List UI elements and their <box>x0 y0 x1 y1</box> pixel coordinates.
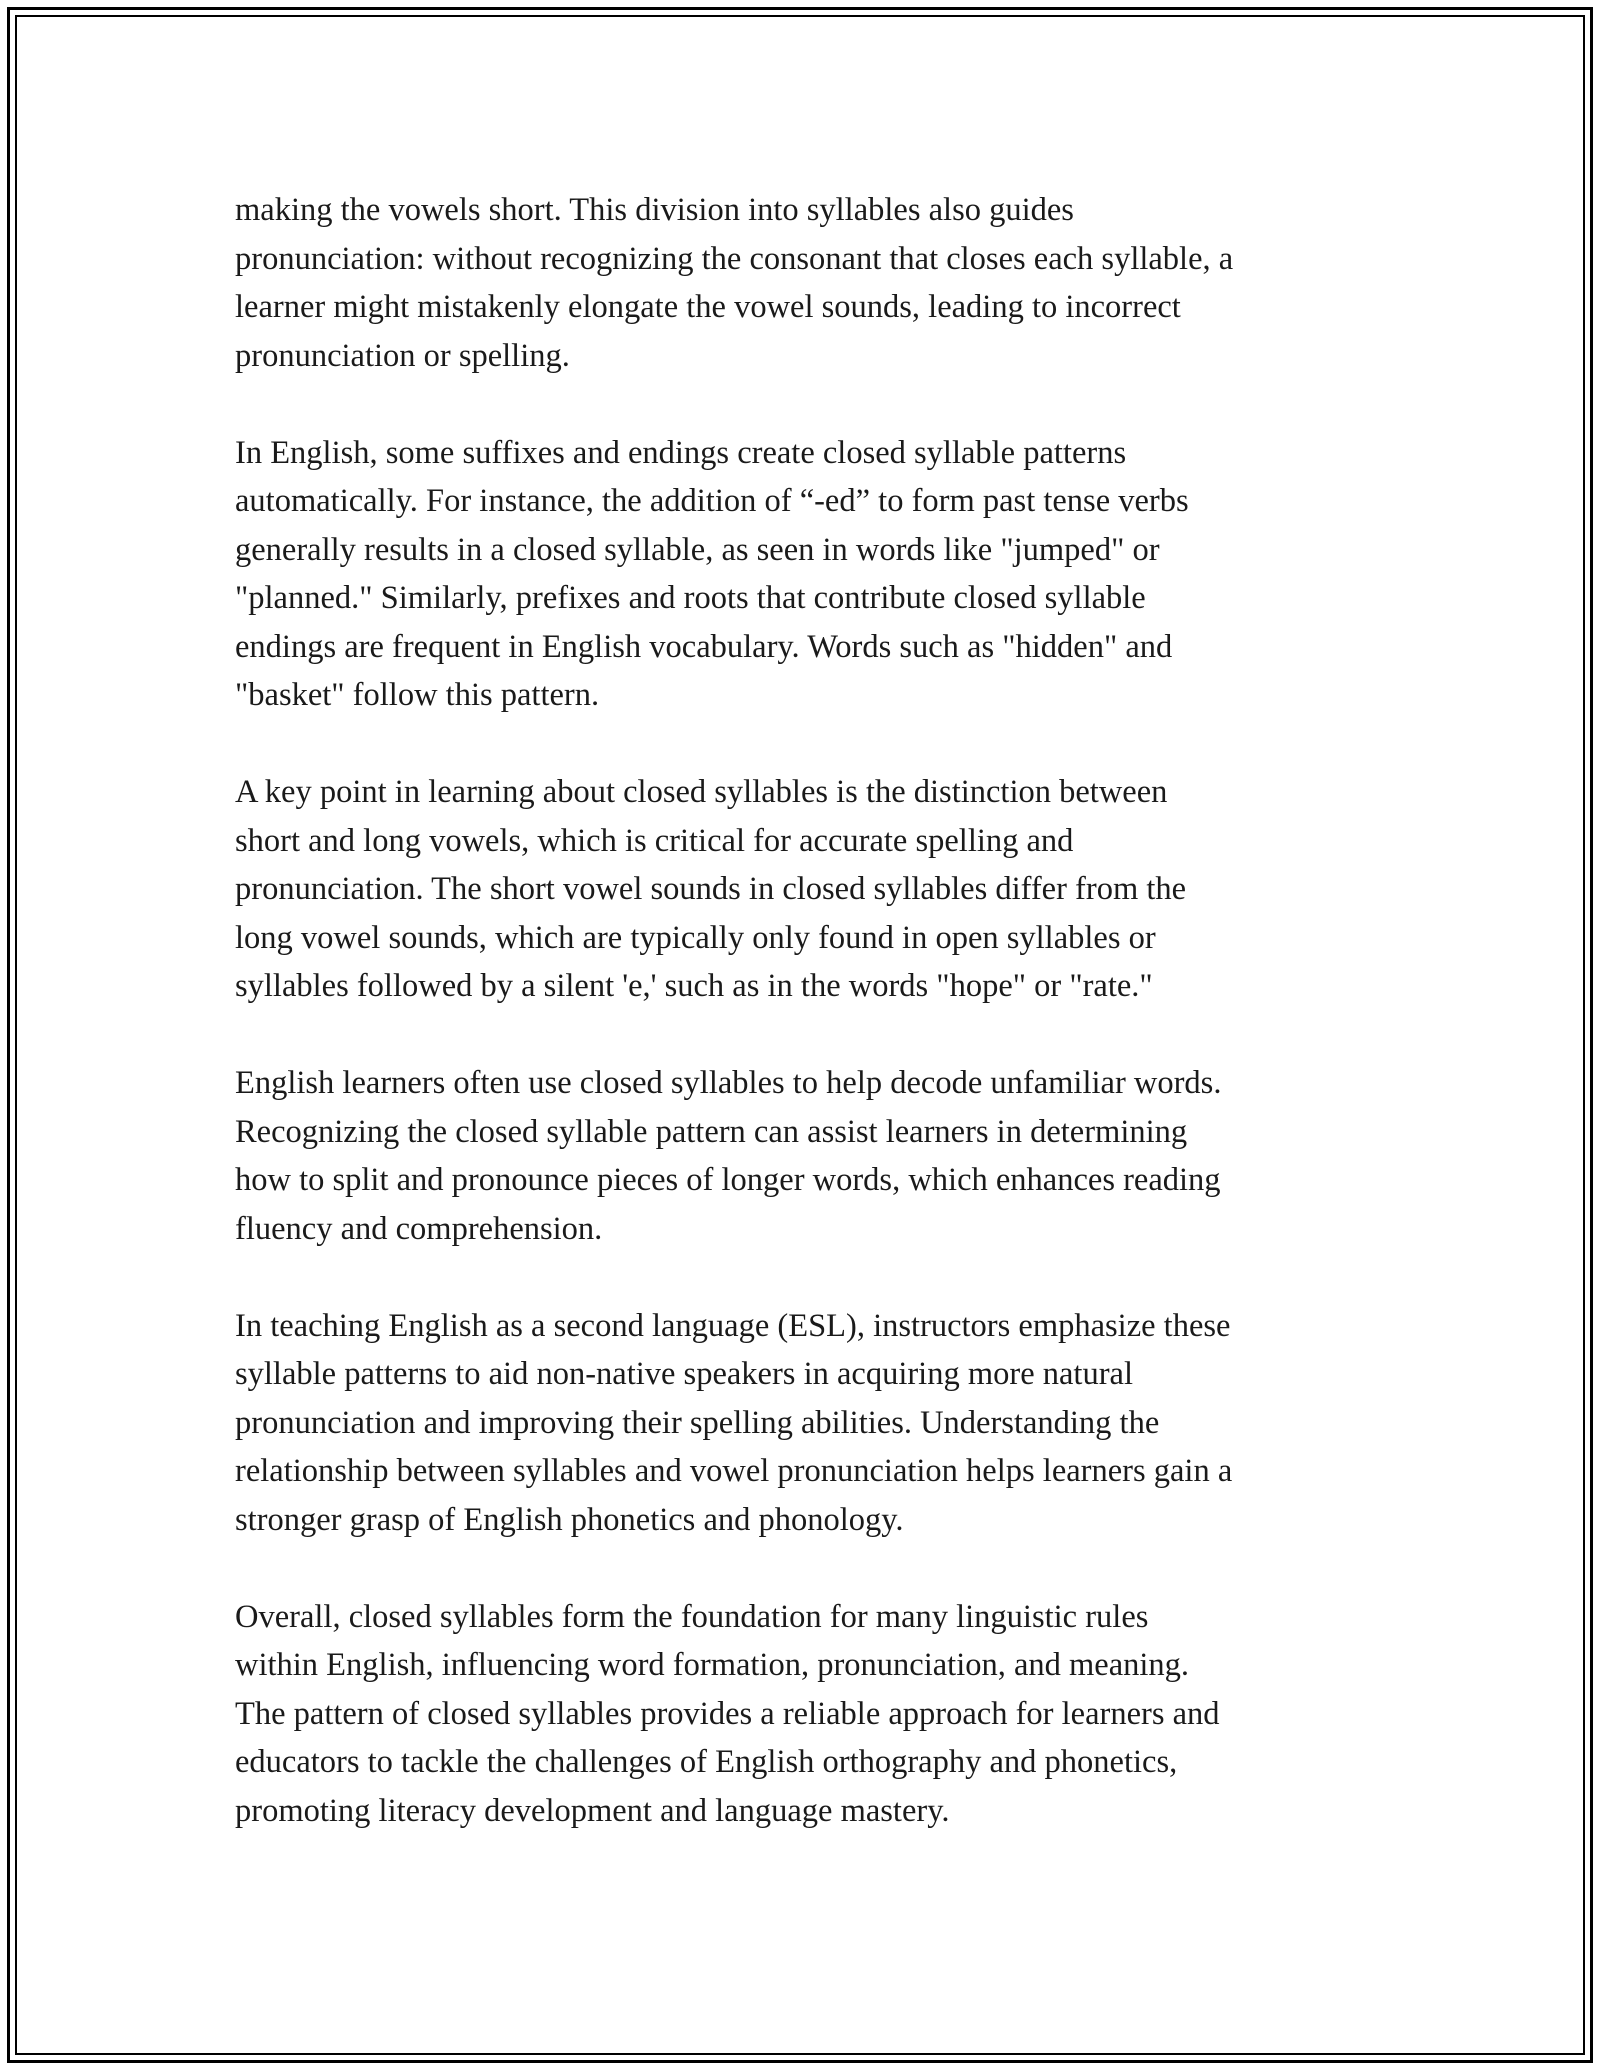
text-line: A key point in learning about closed syllables is the distinction between <box>235 774 1168 810</box>
paragraph-3 <box>235 768 1365 1011</box>
text-line: automatically. For instance, the addition of “-ed” to form past tense verbs <box>235 483 1189 519</box>
paragraph-4 <box>235 1059 1365 1253</box>
text-line: In English, some suffixes and endings create closed syllable patterns <box>235 434 1127 471</box>
text-line: English learners often use closed syllables to help decode unfamiliar words. <box>235 1065 1222 1101</box>
text-line: short and long vowels, which is critical for accurate spelling and <box>235 822 1074 859</box>
text-line: In teaching English as a second language (ESL), instructors emphasize these <box>235 1307 1231 1344</box>
text-line: syllables followed by a silent 'e,' such as in the words "hope" or "rate." <box>235 968 1153 1004</box>
text-line: Recognizing the closed syllable pattern can assist learners in determining <box>235 1113 1188 1150</box>
paragraph-2 <box>235 429 1365 720</box>
text-line: endings are frequent in English vocabulary. Words such as "hidden" and <box>235 628 1173 665</box>
text-line: "basket" follow this pattern. <box>235 677 600 713</box>
text-line: how to split and pronounce pieces of longer words, which enhances reading <box>235 1162 1221 1198</box>
text-line: Overall, closed syllables form the foundation for many linguistic rules <box>235 1598 1149 1635</box>
text-line: fluency and comprehension. <box>235 1210 603 1247</box>
text-line: relationship between syllables and vowel pronunciation helps learners gain a <box>235 1453 1233 1489</box>
document-body <box>235 186 1365 1884</box>
text-line: generally results in a closed syllable, as seen in words like "jumped" or <box>235 531 1160 568</box>
text-line: pronunciation or spelling. <box>235 337 570 374</box>
paragraph-5 <box>235 1302 1365 1545</box>
text-line: promoting literacy development and language mastery. <box>235 1792 950 1829</box>
text-line: making the vowels short. This division into syllables also guides <box>235 192 1074 228</box>
text-line: educators to tackle the challenges of English orthography and phonetics, <box>235 1744 1178 1780</box>
text-line: syllable patterns to aid non-native speakers in acquiring more natural <box>235 1356 1133 1392</box>
text-line: pronunciation and improving their spelling abilities. Understanding the <box>235 1404 1160 1441</box>
text-line: learner might mistakenly elongate the vowel sounds, leading to incorrect <box>235 289 1181 325</box>
text-line: pronunciation: without recognizing the consonant that closes each syllable, a <box>235 240 1234 277</box>
text-line: stronger grasp of English phonetics and phonology. <box>235 1501 904 1538</box>
text-line: "planned." Similarly, prefixes and roots that contribute closed syllable <box>235 580 1146 616</box>
text-line: long vowel sounds, which are typically only found in open syllables or <box>235 919 1156 956</box>
text-line: pronunciation. The short vowel sounds in closed syllables differ from the <box>235 871 1187 907</box>
paragraph-1 <box>235 186 1365 380</box>
text-line: The pattern of closed syllables provides a reliable approach for learners and <box>235 1695 1220 1732</box>
text-line: within English, influencing word formation, pronunciation, and meaning. <box>235 1647 1190 1683</box>
paragraph-6 <box>235 1593 1365 1836</box>
